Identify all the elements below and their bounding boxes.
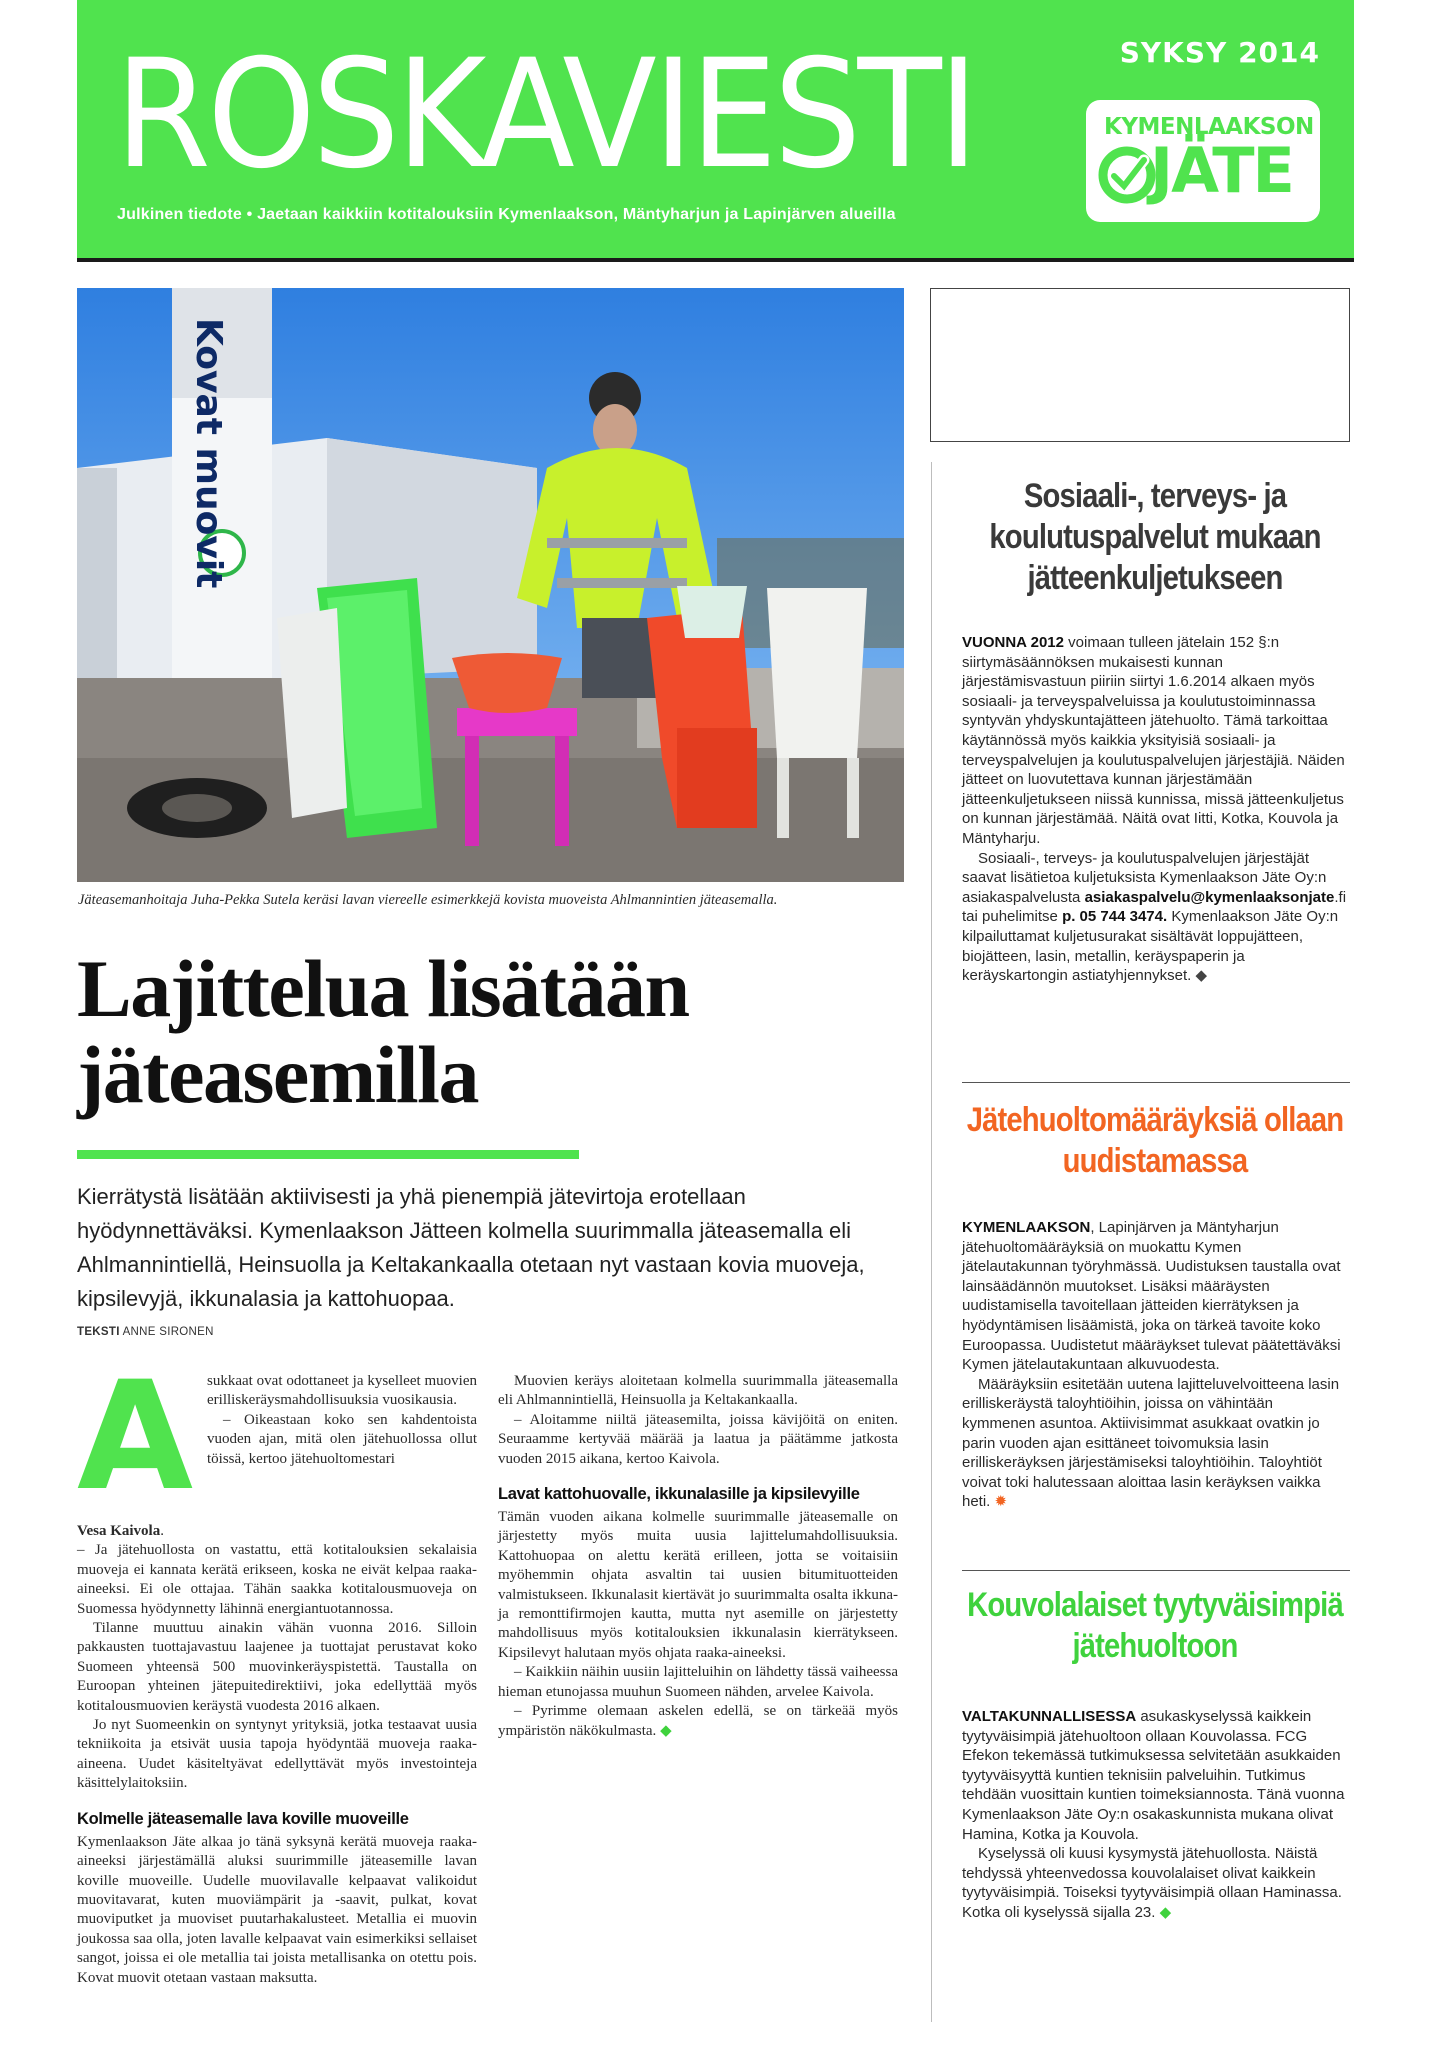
article-photo (77, 288, 904, 882)
contact-phone: p. 05 744 3474. (1062, 908, 1168, 926)
article-paragraph: Tämän vuoden aikana kolmelle suurimmalle jäteasemalle on järjestetty myös muita uusia lajittelumahdollisuuksia. Kattohuopaa on alettu kerätä erilleen, jotta se voitaisiin myöhemmin ohjata asvaltin tai uusien bitumituotteiden valmistukseen. Ikkunalasit kiertävät jo suurimmalta osalta ikkuna- ja remonttifirmojen kautta, mutta nyt asemille on järjestetty mahdollisuus myös kotitalouksien ikkunalasin kierrätykseen. Kipsilevyt halutaan myös ohjata raaka-aineeksi. (498, 1509, 898, 1661)
sidebar-article-2 (962, 1100, 1348, 1512)
article-paragraph: – Pyrimme olemaan askelen edellä, se on tärkeää myös ympäristön näkökulmasta. (498, 1703, 898, 1739)
sidebar-lead-word: VUONNA 2012 (962, 634, 1064, 651)
headline-line-1: Lajittelua lisätään (77, 943, 689, 1034)
byline-name: ANNE SIRONEN (122, 1326, 214, 1338)
article-subheading: Kolmelle jäteasemalle lava koville muoveille (77, 1809, 409, 1828)
dropcap-paragraph (77, 1350, 477, 1524)
article-paragraph: – Oikeastaan koko sen kahdentoista vuoden ajan, mitä olen jätehuollossa ollut töissä, kertoo jätehuoltomestari (207, 1411, 477, 1467)
article-paragraph: Jo nyt Suomeenkin on syntynyt yrityksiä, jotka testaavat uusia tekniikoita ja etsivät uusia tapoja hyödyntää muoveja raaka-aineena. Uudet käsiteltyävat edellyttävät myös investointeja käsittelylaitoksiin. (77, 1717, 477, 1792)
logo-text-big: JÄTE (1150, 134, 1293, 207)
sidebar-paragraph: Kyselyssä oli kuusi kysymystä jätehuollosta. Näistä tehdyssä yhteenvedossa kouvolalaiset olivat kaikkein tyytyväisimpiä. Toiseksi tyytyväisimpiä ollaan Haminassa. Kotka oli kyselyssä sijalla 23. (962, 1845, 1342, 1921)
article-subheading: Lavat kattohuovalle, ikkunalasille ja kipsilevyille (498, 1485, 860, 1504)
end-mark-icon: ✹ (994, 1493, 1008, 1511)
ad-placeholder-box (930, 288, 1350, 442)
sidebar-divider (962, 1570, 1350, 1571)
sidebar-lead-word: VALTAKUNNALLISESSA (962, 1708, 1137, 1725)
sidebar-divider (962, 1082, 1350, 1083)
article-column-2 (498, 1372, 898, 1741)
sidebar-article-3 (962, 1585, 1348, 1923)
sidebar-lead-word: KYMENLAAKSON (962, 1219, 1091, 1236)
article-byline (77, 1326, 214, 1338)
photo-sign-text: Kovat muovit (188, 318, 229, 589)
headline-underline (77, 1150, 579, 1159)
end-mark-icon: ◆ (1195, 967, 1208, 985)
article-paragraph: Tilanne muuttuu ainakin vähän vuonna 2016. Silloin pakkausten tuottajavastuu laajenee ja tuottajat perustavat koko Suomeen yhteensä 500 muovinkeräyspistettä. Taustalla on Euroopan yhteinen jätepuitedirektiivi, joka edellyttää myös kotitalousmuovien keräystä vuodesta 2016 alkaen. (77, 1620, 477, 1714)
masthead-subline: Julkinen tiedote • Jaetaan kaikkiin kotitalouksiin Kymenlaakson, Mäntyharjun ja Lapinjärven alueilla (117, 206, 896, 223)
headline-line-2: jäteasemilla (77, 1029, 478, 1120)
kymenlaakson-jate-logo (1086, 100, 1320, 222)
article-paragraph: sukkaat ovat odottaneet ja kyselleet muovien erilliskeräysmahdollisuuksia vuosikausia. (207, 1373, 477, 1409)
column-divider (931, 462, 932, 2022)
masthead (77, 0, 1354, 258)
article-paragraph: – Kaikkiin näihin uusiin lajitteluihin on lähdetty tässä vaiheessa hieman etunojassa muuhun Suomeen nähden, arvelee Kaivola. (498, 1664, 898, 1700)
article-lead: Kierrätystä lisätään aktiivisesti ja yhä pienempiä jätevirtoja erotellaan hyödynnettäväksi. Kymenlaakson Jätteen kolmella suurimmalla jäteasemalla eli Ahlmannintiellä, Heinsuolla ja Keltakankaalla otetaan nyt vastaan kovia muoveja, kipsilevyjä, ikkunalasia ja kattohuopaa. (77, 1184, 865, 1311)
newspaper-title: ROSKAVIESTI (115, 28, 976, 202)
article-column-1: A sukkaat ovat odottaneet ja kyselleet muovien erilliskeräysmahdollisuuksia vuosikausia. – Oikeastaan koko sen kahdentoista vuoden ajan, mitä olen jätehuollossa ollut töissä, kertoo jätehuoltomestari Vesa Kaivola. – Ja jätehuollosta on vastattu, että kotitalouksien sekalaisia muoveja ei kannata kerätä erikseen, koska ne eivät kelpaa raaka-aineeksi. Ei ole ottajaa. Tähän saakka kotitalousmuoveja on Suomessa hyödynnetty lähinnä energiantuotannossa. Tilanne muuttuu ainakin vähän vuonna 2016. Silloin pakkausten tuottajavastuu laajenee ja tuottajat perustavat koko Suomeen yhteensä 500 muovinkeräyspistettä. Taustalla on Euroopan yhteinen jätepuitedirektiivi, joka edellyttää myös kotitalousmuovien keräystä vuodesta 2016 alkaen. Jo nyt Suomeenkin on syntynyt yrityksiä, jotka testaavat uusia tekniikoita ja etsivät uusia tapoja hyödyntää muoveja raaka-aineena. Uudet käsiteltyävat edellyttävät myös investointeja käsittelylaitoksiin. Kolmelle jäteasemalle lava koville muoveille Kymenlaakson Jäte alkaa jo tänä syksynä kerätä muoveja raaka-aineeksi järjestämällä aluksi suurimmille jäteasemille lavan koville muoveille. Uudelle muovilavalle kelpaavat valikoidut muovitavarat, kuten muoviämpärit ja -saavit, pulkat, kovat muoviputket ja muoviset puutarhakalusteet. Metallia ei muovin joukossa saa olla, joten lavalle kelpaavat vain esimerkiksi sellaiset sangot, joissa ei ole metallia tai joista metallisanka on otettu pois. Kovat muovit otetaan vastaan maksutta. (77, 1372, 477, 1988)
end-mark-icon: ◆ (660, 1722, 672, 1739)
quoted-person-name: Vesa Kaivola (77, 1523, 161, 1539)
sidebar-paragraph: Määräyksiin esitetään uutena lajitteluvelvoitteena lasin erilliskeräystä taloyhtiöihin, joissa on vähintään kymmenen asuntoa. Aktiivisimmat asukkaat ovatkin jo parin vuoden ajan esittäneet toivomuksia lasin erilliskeräyksen järjestämiseksi taloyhtiöihin. Taloyhtiöt voivat toki halutessaan aloittaa lasin keräyksen vaikka heti. (962, 1375, 1340, 1511)
article-headline (77, 943, 877, 1120)
sidebar-paragraph: Kymenlaakson Jäte Oy:n kilpailuttamat kuljetusurakat sisältävät loppujätteen, biojätteen, lasin, metallin, keräyspaperin ja keräyskartongin astiatyhjennykset. (962, 908, 1339, 985)
sidebar-paragraph: Sosiaali-, terveys- ja koulutuspalvelujen järjestäjät saavat lisätietoa kuljetuksista Kymenlaakson Jäte Oy:n asiakaspalvelusta (962, 849, 1327, 906)
contact-email: asiakaspalvelu@kymenlaaksonjate (1084, 888, 1335, 906)
issue-label: SYKSY 2014 (1119, 36, 1320, 69)
recycle-check-icon (1096, 144, 1158, 206)
sidebar-headline: Kouvolalaiset tyytyväisimpiä jätehuoltoon (967, 1586, 1343, 1665)
photo-scene (77, 288, 904, 882)
article-paragraph: Muovien keräys aloitetaan kolmella suurimmalla jäteasemalla eli Ahlmannintiellä, Heinsuolla ja Keltakankaalla. (498, 1373, 898, 1409)
email-suffix: .fi tai puhelimitse (962, 888, 1347, 926)
end-mark-icon: ◆ (1159, 1903, 1172, 1921)
drop-cap: A (77, 1350, 194, 1524)
logo-text-top: KYMENLAAKSON (1104, 114, 1314, 140)
masthead-rule (77, 258, 1354, 262)
photo-caption: Jäteasemanhoitaja Juha-Pekka Sutela keräsi lavan viereelle esimerkkejä kovista muoveista Ahlmannintien jäteasemalla. (78, 892, 778, 908)
sidebar-paragraph: , Lapinjärven ja Mäntyharjun jätehuoltomääräyksiä on muokattu Kymen jätelautakunnan työryhmässä. Uudistuksen taustalla ovat lainsäädännön muutokset. Lisäksi määräysten uudistamisella tavoitellaan jätteiden kierrätyksen ja hyödyntämisen lisäämistä, joka on tärkeä tavoite koko Euroopassa. Uudistetut määräykset tulevat päätettäväksi Kymen jätelautakuntaan alkuvuodesta. (962, 1219, 1341, 1374)
sidebar-paragraph: asukaskyselyssä kaikkein tyytyväisimpiä jätehuoltoon ollaan Kouvolassa. FCG Efekon tekemässä tutkimuksessa selvitetään asukkaiden tyytyväisyyttä kuntien teknisiin palveluihin. Tutkimus tehdään vuosittain kuntien toimeksiannosta. Tänä vuonna Kymenlaakson Jäte Oy:n osakaskunnista mukana olivat Hamina, Kotka ja Kouvola. (962, 1708, 1345, 1843)
sidebar-paragraph: voimaan tulleen jätelain 152 §:n siirtymäsäännöksen mukaisesti kunnan järjestämisvastuun piiriin siirtyi 1.6.2014 alkaen myös sosiaali- ja terveyspalveluissa ja koulutustoiminnassa syntyvän yhdyskuntajätteen jätehuolto. Tämä tarkoittaa käytännössä myös kaikkia yksityisiä sosiaali- ja terveyspalvelujen ja koulutuspalvelujen järjestäjiä. Näiden jätteet on luovutettava kunnan järjestämään jätteenkuljetukseen niissä kunnissa, missä jätteenkuljetus on kunnan järjestämää. Näitä ovat Iitti, Kotka, Kouvola ja Mäntyharju. (962, 634, 1345, 847)
sidebar-article-1 (962, 476, 1348, 986)
sidebar-headline: Jätehuoltomääräyksiä ollaan uudistamassa (966, 1101, 1344, 1180)
byline-label: TEKSTI (77, 1326, 120, 1338)
article-paragraph: – Aloitamme niiltä jäteasemilta, joissa kävijöitä on eniten. Seuraamme kertyvää määrää ja laatua ja päätämme jatkosta vuoden 2015 aikana, kertoo Kaivola. (498, 1411, 898, 1467)
article-paragraph: – Ja jätehuollosta on vastattu, että kotitalouksien sekalaisia muoveja ei kannata kerätä erikseen, koska ne eivät kelpaa raaka-aineeksi. Ei ole ottajaa. Tähän saakka kotitalousmuoveja on Suomessa hyödynnetty lähinnä energiantuotannossa. (77, 1542, 477, 1617)
sidebar-headline: Sosiaali-, terveys- ja koulutuspalvelut mukaan jätteenkuljetukseen (989, 477, 1321, 597)
article-paragraph: Kymenlaakson Jäte alkaa jo tänä syksynä kerätä muoveja raaka-aineeksi järjestämällä aluksi suurimmille jäteasemille lavan koville muoveille. Uudelle muovilavalle kelpaavat valikoidut muovitavarat, kuten muoviämpärit ja -saavit, pulkat, kovat muoviputket ja muoviset puutarhakalusteet. Metallia ei muovin joukossa saa olla, joten lavalle kelpaavat vain esimerkiksi sellaiset sangot, joissa ei ole metallia tai joista metallisanka on otettu pois. Kovat muovit otetaan vastaan maksutta. (77, 1833, 477, 1986)
